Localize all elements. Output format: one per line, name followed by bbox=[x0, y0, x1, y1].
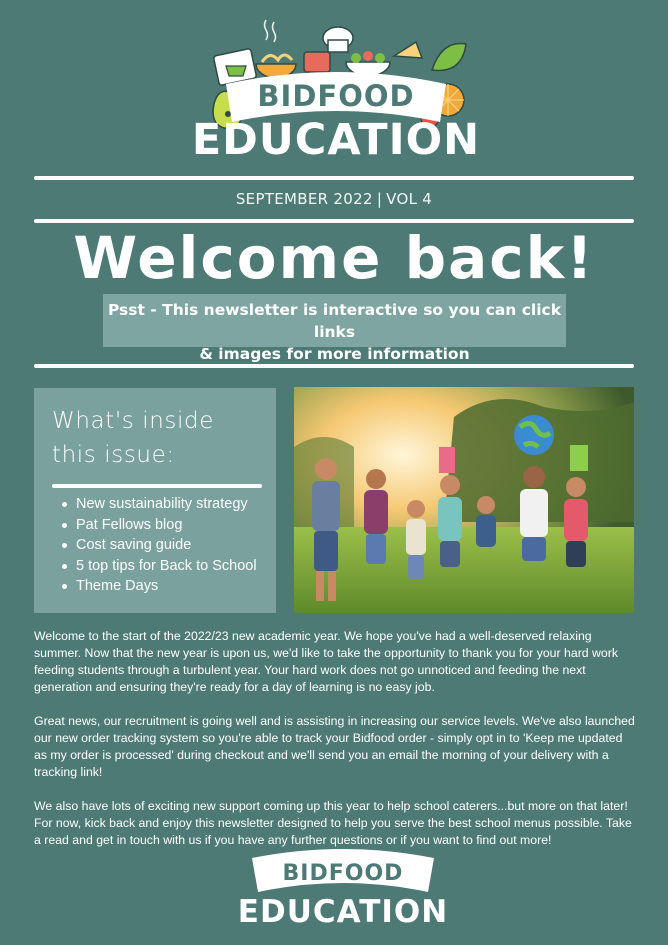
contents-item-back-to-school[interactable]: 5 top tips for Back to School bbox=[60, 556, 257, 577]
interactive-note bbox=[103, 294, 566, 363]
page-title: Welcome back! bbox=[73, 224, 595, 292]
contents-panel bbox=[34, 388, 276, 613]
children-running-photo[interactable] bbox=[294, 387, 634, 613]
issue-month: SEPTEMBER 2022 bbox=[235, 190, 373, 208]
logo-education-text: EDUCATION bbox=[191, 115, 481, 165]
bidfood-education-logo[interactable] bbox=[186, 18, 486, 168]
contents-item-sustainability[interactable]: New sustainability strategy bbox=[60, 494, 257, 515]
contents-item-theme-days[interactable]: Theme Days bbox=[60, 576, 257, 597]
divider-top bbox=[34, 176, 634, 180]
footer-logo-education-text: EDUCATION bbox=[238, 894, 448, 928]
intro-paragraph-3: We also have lots of exciting new support coming up this year to help school caterers...but more on that later! For now, kick back and enjoy this newsletter designed to help you serve the best school menus possible. Take a read and get in touch with us if you have any further questions or if you want to find out more! bbox=[34, 799, 632, 847]
bidfood-education-footer-logo[interactable] bbox=[238, 846, 448, 928]
intro-paragraph-1: Welcome to the start of the 2022/23 new academic year. We hope you've had a well-deserved relaxing summer. Now that the new year is upon us, we'd like to take the opportunity to thank you for your hard work feeding students through a turbulent year. Your hard work does not go unnoticed and feeding the next generation and ensuring they're ready for a day of learning is no easy job. bbox=[34, 629, 619, 694]
intro-paragraph-2: Great news, our recruitment is going well and is assisting in increasing our service levels. We've also launched our new order tracking system so you're able to track your Bidfood order - simply opt in to 'Keep me updated as my order is processed' during checkout and we'll send you an email the morning of your delivery with a tracking link! bbox=[34, 714, 635, 779]
issue-date bbox=[0, 190, 668, 208]
divider-bottom bbox=[34, 364, 634, 368]
issue-volume: VOL 4 bbox=[386, 190, 433, 208]
interactive-note-line1: Psst - This newsletter is interactive so you can click links bbox=[107, 301, 562, 341]
intro-article bbox=[34, 628, 638, 866]
contents-title-line2: this issue: bbox=[52, 442, 175, 468]
footer-logo-bidfood-text: BIDFOOD bbox=[282, 861, 404, 886]
issue-separator: | bbox=[376, 190, 383, 208]
contents-title bbox=[52, 404, 267, 472]
contents-title-line1: What's inside bbox=[52, 408, 214, 434]
interactive-note-line2: & images for more information bbox=[199, 345, 470, 363]
logo-bidfood-text: BIDFOOD bbox=[257, 79, 415, 113]
contents-item-blog[interactable]: Pat Fellows blog bbox=[60, 515, 257, 536]
contents-list bbox=[60, 494, 257, 597]
contents-divider bbox=[52, 484, 262, 488]
contents-item-cost-saving[interactable]: Cost saving guide bbox=[60, 535, 257, 556]
